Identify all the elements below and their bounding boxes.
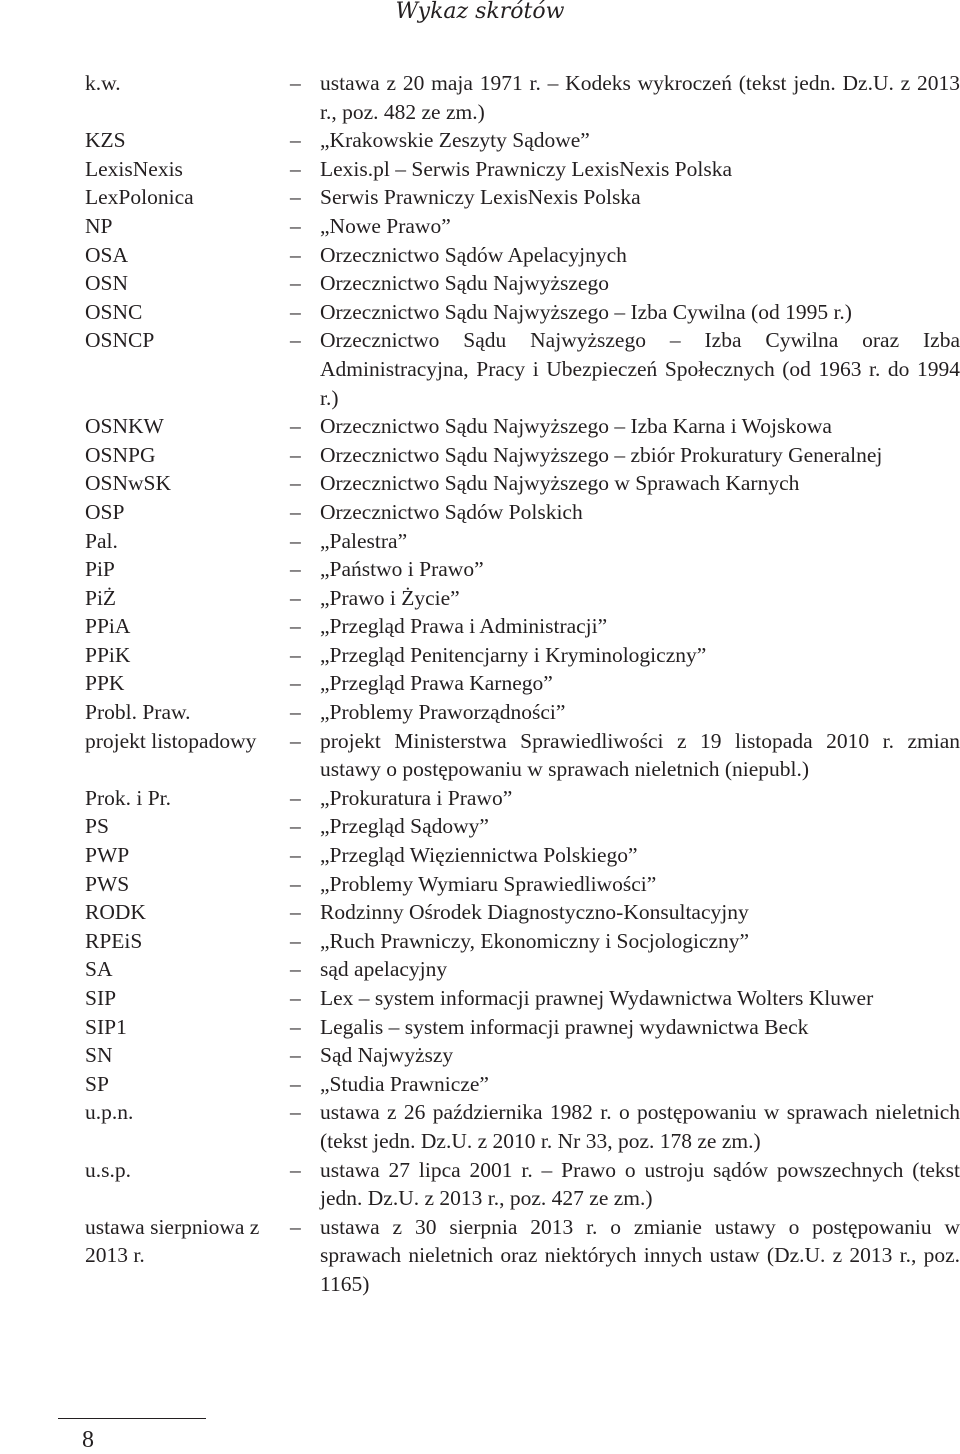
abbreviation-entry xyxy=(85,698,960,727)
abbreviation: OSNKW xyxy=(85,414,164,439)
separator-dash: – xyxy=(290,986,301,1010)
abbreviation-description: ustawa z 20 maja 1971 r. – Kodeks wykroczeń (tekst jedn. Dz.U. z 2013 r., poz. 482 ze zm.) xyxy=(320,71,960,124)
abbreviation: SP xyxy=(85,1071,109,1096)
abbreviation-description: Orzecznictwo Sądu Najwyższego – Izba Cywilna (od 1995 r.) xyxy=(320,299,852,324)
separator-dash: – xyxy=(290,1014,301,1039)
abbreviation-description: Sąd Najwyższy xyxy=(320,1043,454,1068)
running-title: Wykaz skrótów xyxy=(395,0,565,24)
abbreviation-entry xyxy=(85,155,960,184)
separator-dash: – xyxy=(290,299,301,324)
separator-dash: – xyxy=(290,843,301,868)
abbreviation-description: Orzecznictwo Sądu Najwyższego xyxy=(320,271,609,296)
abbreviation-entry xyxy=(85,584,960,613)
abbreviation-description: „Przegląd Prawa Karnego” xyxy=(320,671,553,696)
abbreviation-description: Lexis.pl – Serwis Prawniczy LexisNexis Polska xyxy=(320,156,733,181)
abbreviation: PiŻ xyxy=(85,585,117,610)
abbreviation: projekt listopadowy xyxy=(85,728,257,753)
separator-dash: – xyxy=(290,957,301,982)
separator-dash: – xyxy=(290,213,301,238)
abbreviation: OSP xyxy=(85,499,125,524)
abbreviation: PWP xyxy=(85,843,130,868)
separator-dash: – xyxy=(290,414,301,439)
abbreviation-entry xyxy=(85,126,960,155)
abbreviation-description: Lex – system informacji prawnej Wydawnictwa Wolters Kluwer xyxy=(320,986,874,1010)
abbreviation-entry xyxy=(85,841,960,870)
abbreviation-entry xyxy=(85,1098,960,1155)
abbreviation: Prok. i Pr. xyxy=(85,785,172,810)
abbreviation-entry xyxy=(85,669,960,698)
abbreviation-description: „Studia Prawnicze” xyxy=(320,1071,489,1096)
abbreviation-description: Legalis – system informacji prawnej wydawnictwa Beck xyxy=(320,1014,809,1039)
abbreviation-description: projekt Ministerstwa Sprawiedliwości z 19 listopada 2010 r. zmian ustawy o postępowaniu w sprawach nieletnich (niepubl.) xyxy=(320,728,960,782)
separator-dash: – xyxy=(290,128,301,153)
abbreviation: OSNC xyxy=(85,299,143,324)
abbreviation-entry xyxy=(85,898,960,927)
abbreviation: PPK xyxy=(85,671,125,696)
abbreviation-entry xyxy=(85,412,960,441)
abbreviation-description: „Prokuratura i Prawo” xyxy=(320,785,513,810)
separator-dash: – xyxy=(290,156,301,181)
separator-dash: – xyxy=(290,271,301,296)
separator-dash: – xyxy=(290,814,301,839)
abbreviation: OSNCP xyxy=(85,328,155,353)
abbreviation-description: „Problemy Praworządności” xyxy=(320,700,566,725)
abbreviation-description: Orzecznictwo Sądu Najwyższego w Sprawach Karnych xyxy=(320,471,800,496)
abbreviation: Probl. Praw. xyxy=(85,700,191,725)
abbreviation-entry xyxy=(85,527,960,556)
abbreviation-description: Orzecznictwo Sądu Najwyższego – Izba Cywilna oraz Izba Administracyjna, Pracy i Ubezpieczeń Społecznych (od 1963 r. do 1994 r.) xyxy=(320,328,960,410)
abbreviation: RPEiS xyxy=(85,928,143,953)
abbreviation-description: „Palestra” xyxy=(320,528,408,553)
abbreviation-entry xyxy=(85,955,960,984)
abbreviation: LexPolonica xyxy=(85,185,194,210)
abbreviation-entry xyxy=(85,1013,960,1042)
abbreviation-description: „Krakowskie Zeszyty Sądowe” xyxy=(320,128,590,153)
abbreviation-description: „Prawo i Życie” xyxy=(320,585,460,610)
separator-dash: – xyxy=(290,1043,301,1068)
abbreviation-entry xyxy=(85,69,960,126)
abbreviation: RODK xyxy=(85,900,146,925)
abbreviation-description: sąd apelacyjny xyxy=(320,957,448,982)
abbreviation: PWS xyxy=(85,871,130,896)
abbreviation-entry xyxy=(85,469,960,498)
abbreviation-entry xyxy=(85,612,960,641)
abbreviation: OSN xyxy=(85,271,129,296)
separator-dash: – xyxy=(290,557,301,582)
abbreviation-entry xyxy=(85,1041,960,1070)
abbreviation: k.w. xyxy=(85,71,121,95)
abbreviation-entry xyxy=(85,727,960,784)
abbreviation: LexisNexis xyxy=(85,156,183,181)
abbreviation-entry xyxy=(85,984,960,1013)
abbreviation: SIP xyxy=(85,986,117,1010)
abbreviation-entry xyxy=(85,812,960,841)
separator-dash: – xyxy=(290,499,301,524)
abbreviation-entry xyxy=(85,212,960,241)
separator-dash: – xyxy=(290,1071,301,1096)
abbreviation: ustawa sierpniowa z 2013 r. xyxy=(85,1214,260,1268)
abbreviation-description: Orzecznictwo Sądu Najwyższego – Izba Karna i Wojskowa xyxy=(320,414,832,439)
abbreviation-entry xyxy=(85,498,960,527)
separator-dash: – xyxy=(290,1100,301,1125)
separator-dash: – xyxy=(290,185,301,210)
abbreviation-entry xyxy=(85,441,960,470)
separator-dash: – xyxy=(290,585,301,610)
separator-dash: – xyxy=(290,528,301,553)
abbreviation-description: Orzecznictwo Sądów Polskich xyxy=(320,499,583,524)
abbreviation-description: ustawa 27 lipca 2001 r. – Prawo o ustroju sądów powszechnych (tekst jedn. Dz.U. z 2013 r., poz. 427 ze zm.) xyxy=(320,1157,960,1211)
abbreviation: OSA xyxy=(85,242,129,267)
abbreviation: PiP xyxy=(85,557,115,582)
abbreviation: SIP1 xyxy=(85,1014,127,1039)
separator-dash: – xyxy=(290,71,301,95)
separator-dash: – xyxy=(290,1214,301,1239)
abbreviation-description: „Przegląd Więziennictwa Polskiego” xyxy=(320,843,638,868)
abbreviation-description: „Problemy Wymiaru Sprawiedliwości” xyxy=(320,871,657,896)
abbreviation: PPiA xyxy=(85,614,131,639)
abbreviation-description: Orzecznictwo Sądów Apelacyjnych xyxy=(320,242,627,267)
separator-dash: – xyxy=(290,328,301,353)
abbreviation: KZS xyxy=(85,128,126,153)
abbreviation-entry xyxy=(85,298,960,327)
separator-dash: – xyxy=(290,785,301,810)
separator-dash: – xyxy=(290,442,301,467)
abbreviation-list xyxy=(85,69,960,1299)
abbreviation: SN xyxy=(85,1043,113,1068)
abbreviation-entry xyxy=(85,241,960,270)
abbreviation-entry xyxy=(85,183,960,212)
abbreviation-description: ustawa z 26 października 1982 r. o postępowaniu w sprawach nieletnich (tekst jedn. Dz.U. z 2010 r. Nr 33, poz. 178 ze zm.) xyxy=(320,1100,960,1153)
footer-rule xyxy=(58,1418,206,1419)
abbreviation: PPiK xyxy=(85,642,131,667)
abbreviation-description: Orzecznictwo Sądu Najwyższego – zbiór Prokuratury Generalnej xyxy=(320,442,883,467)
abbreviation: OSNwSK xyxy=(85,471,172,496)
abbreviation-description: „Nowe Prawo” xyxy=(320,213,451,238)
abbreviation-entry xyxy=(85,927,960,956)
abbreviation-entry xyxy=(85,555,960,584)
separator-dash: – xyxy=(290,642,301,667)
abbreviation: Pal. xyxy=(85,528,118,553)
abbreviation: SA xyxy=(85,957,113,982)
abbreviation-description: „Przegląd Prawa i Administracji” xyxy=(320,614,608,639)
separator-dash: – xyxy=(290,242,301,267)
abbreviation: NP xyxy=(85,213,113,238)
page-number: 8 xyxy=(82,1427,94,1453)
abbreviation-description: „Przegląd Sądowy” xyxy=(320,814,489,839)
abbreviation: u.s.p. xyxy=(85,1157,131,1182)
separator-dash: – xyxy=(290,671,301,696)
abbreviation-entry xyxy=(85,1070,960,1099)
separator-dash: – xyxy=(290,471,301,496)
abbreviation-entry xyxy=(85,784,960,813)
abbreviation-description: Rodzinny Ośrodek Diagnostyczno-Konsultacyjny xyxy=(320,900,749,925)
separator-dash: – xyxy=(290,728,301,753)
abbreviation-entry xyxy=(85,269,960,298)
abbreviation: u.p.n. xyxy=(85,1100,134,1125)
separator-dash: – xyxy=(290,614,301,639)
abbreviation-description: ustawa z 30 sierpnia 2013 r. o zmianie ustawy o postępowaniu w sprawach nieletnich oraz niektórych innych ustaw (Dz.U. z 2013 r., poz. 1165) xyxy=(320,1214,960,1296)
separator-dash: – xyxy=(290,928,301,953)
separator-dash: – xyxy=(290,1157,301,1182)
abbreviation-description: „Przegląd Penitencjarny i Kryminologiczny” xyxy=(320,642,707,667)
abbreviation-description: Serwis Prawniczy LexisNexis Polska xyxy=(320,185,641,210)
abbreviation-entry xyxy=(85,1156,960,1213)
separator-dash: – xyxy=(290,871,301,896)
abbreviation-entry xyxy=(85,641,960,670)
abbreviation-description: „Ruch Prawniczy, Ekonomiczny i Socjologiczny” xyxy=(320,928,750,953)
abbreviation-entry xyxy=(85,326,960,412)
abbreviation-entry xyxy=(85,870,960,899)
separator-dash: – xyxy=(290,900,301,925)
abbreviation-description: „Państwo i Prawo” xyxy=(320,557,484,582)
abbreviation: PS xyxy=(85,814,109,839)
abbreviation: OSNPG xyxy=(85,442,156,467)
separator-dash: – xyxy=(290,700,301,725)
abbreviation-entry xyxy=(85,1213,960,1299)
